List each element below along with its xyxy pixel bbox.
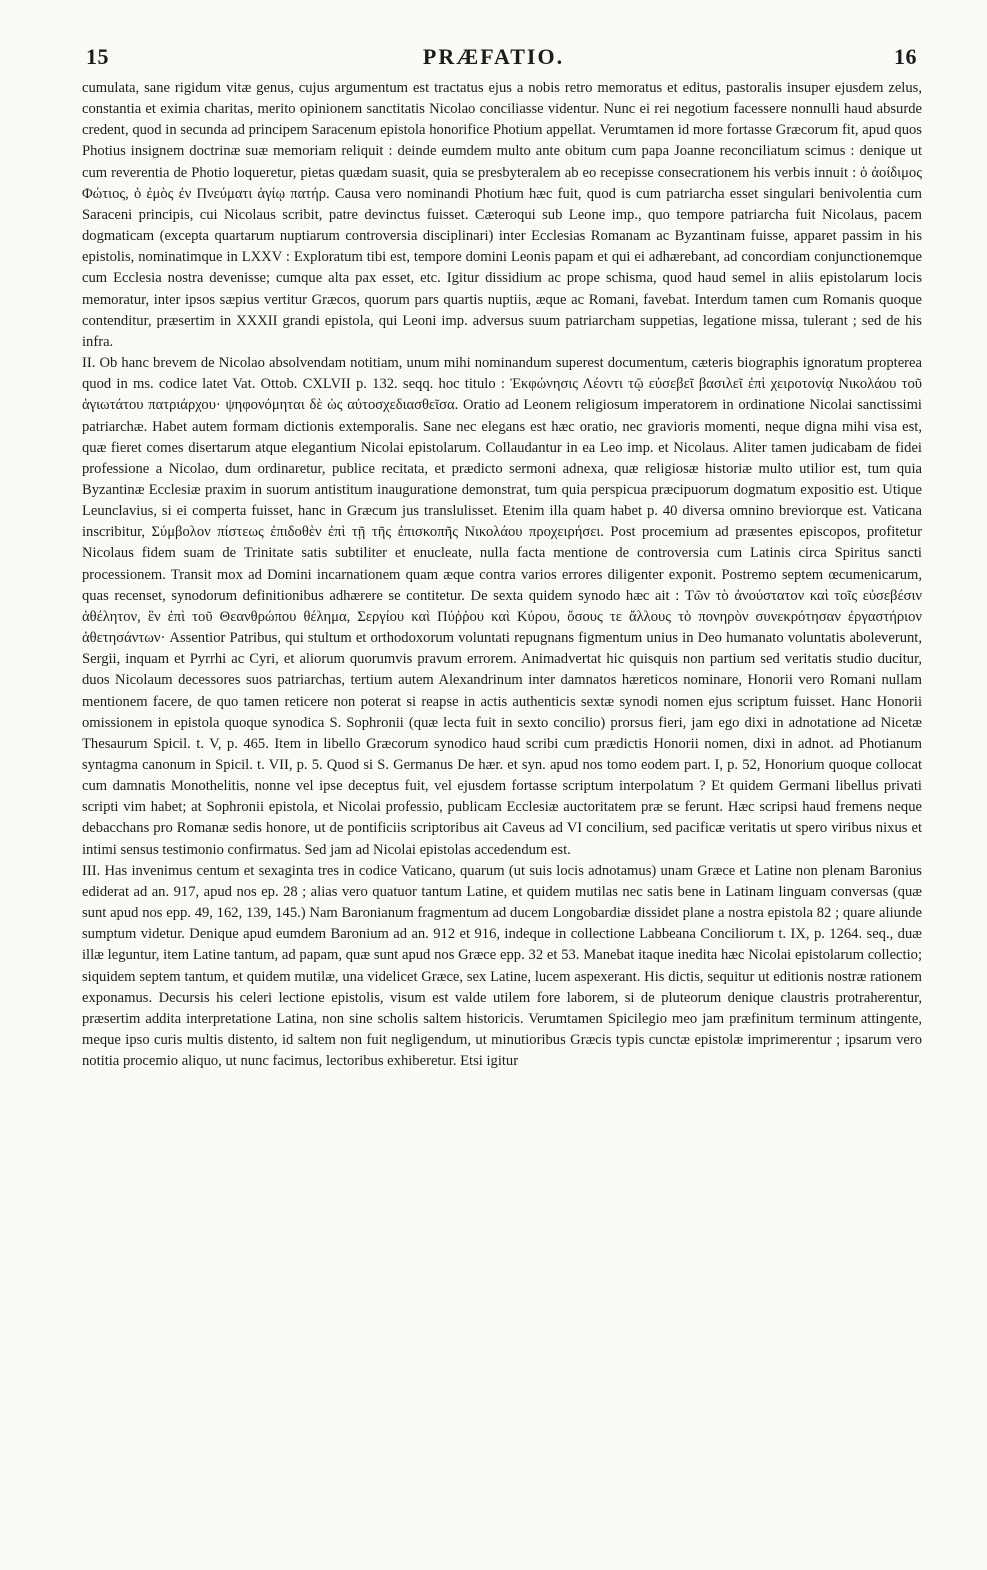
paragraph-continuation: cumulata, sane rigidum vitæ genus, cujus argumentum est tractatus ejus a nobis retro memoratus et editus, pastoralis insuper ejusdem zelus, constantia et eximia charitas, merito opinionem sanctitatis Nicolao conciliasse videntur. Nunc ei rei negotium facessere nonnulli haud absurde credent, quod in secunda ad principem Saracenum epistola honorifice Photium appellat. Verumtamen id more fortasse Græcorum fit, apud quos Photius insignem doctrinæ suæ memoriam reliquit : deinde eumdem multo ante obitum cum papa Joanne reconciliatum scimus : denique ut cum reverentia de Photio loqueretur, pietas quædam suasit, quia se presbyteralem ab eo recepisse consecrationem his verbis innuit : ὁ ἀοίδιμος Φώτιος, ὁ ἐμὸς ἐν Πνεύματι ἁγίῳ πατήρ. Causa vero nominandi Photium hæc fuit, quod is cum patriarcha esset singulari benivolentia cum Saraceni principis, cui Nicolaus scribit, patre devinctus fuisset. Cæteroqui sub Leone imp., quo tempore patriarcha fuit Nicolaus, pacem dogmaticam (excepta quartarum nuptiarum controversia disciplinari) inter Ecclesias Romanam ac Byzantinam fuisse, apparet passim in his epistolis, nominatimque in LXXV : Exploratum tibi est, tempore domini Leonis papam et qui ei adhærebant, ad concordiam conjunctionemque cum Ecclesia nostra devenisse; cumque alta pax esset, etc. Igitur dissidium ac prope schisma, quod haud semel in aliis epistolarum locis memoratur, inter ipsos sæpius vertitur Græcos, quorum pars quartis nuptiis, æque ac Romani, favebat. Interdum tamen cum Romanis quoque contenditur, præsertim in XXXII grandi epistola, qui Leoni imp. adversus suum patriarcham suppetias, legatione missa, tulerant ; sed de his infra.	[82, 80, 922, 350]
paragraph-section-3: III. Has invenimus centum et sexaginta tres in codice Vaticano, quarum (ut suis locis adnotamus) unam Græce et Latine non plenam Baronius ediderat ad an. 917, apud nos ep. 28 ; alias vero quatuor tantum Latine, et quidem mutilas nec satis bene in Latinam linguam conversas (quæ sunt apud nos epp. 49, 162, 139, 145.) Nam Baronianum fragmentum ad ducem Longobardiæ dissidet plane a nostra epistola 82 ; quare aliunde sumptum videtur. Denique apud eumdem Baronium ad an. 912 et 916, indeque in collectione Labbeana Conciliorum t. IX, p. 1264. seq., duæ illæ leguntur, item Latine tantum, ad papam, quæ sunt apud nos Græce epp. 32 et 53. Manebat itaque inedita hæc Nicolai epistolarum collectio; siquidem septem tantum, et quidem mutilæ, una videlicet Græce, sex Latine, lucem aspexerant. His dictis, sequitur ut editionis nostræ rationem exponamus. Decursis his celeri lectione epistolis, visum est valde utilem fore laborem, si de pluteorum denique claustris protraherentur, præsertim addita interpretatione Latina, non sine scholis saltem historicis. Verumtamen Spicilegio meo jam præfinitum terminum attingente, meque ipso curis multis distento, id saltem non fuit negligendum, ut minutioribus Græcis typis cunctæ epistolæ imprimerentur ; ipsarum vero notitia procemio aliquo, ut nunc facimus, lectoribus exhiberetur. Etsi igitur	[82, 862, 922, 1070]
page-number-left: 15	[86, 44, 109, 69]
paragraph-section-2: II. Ob hanc brevem de Nicolao absolvendam notitiam, unum mihi nominandum superest documentum, cæteris biographis ignoratum propterea quod in ms. codice latet Vat. Ottob. CXLVII p. 132. seqq. hoc titulo : Ἐκφώνησις Λέοντι τῷ εὐσεβεῖ βασιλεῖ ἐπὶ χειροτονίᾳ Νικολάου τοῦ ἁγιωτάτου πατριάρχου· ψηφονόμηται δὲ ὡς αὐτοσχεδιασθεῖσα. Oratio ad Leonem religiosum imperatorem in ordinatione Nicolai sanctissimi patriarchæ. Habet autem formam dictionis extemporalis. Sane nec elegans est hæc oratio, nec gravioris momenti, neque digna mihi visa est, quæ fieret comes disertarum atque elegantium Nicolai epistolarum. Collaudantur in ea Leo imp. et Nicolaus. Aliter tamen judicabam de fidei professione a Nicolao, dum ordinaretur, publice recitata, et prædicto sermoni adnexa, quæ religiosæ historiæ multo utilior est, tum quia Byzantinæ Ecclesiæ praxim in suorum antistitum inauguratione demonstrat, tum quia perspicua præcipuorum dogmatum expositio est. Utique Leunclavius, si ei comperta fuisset, hanc in Græcum jus translulisset. Etenim illa quam habet p. 40 diversa omnino breviorque est. Vaticana inscribitur, Σύμβολον πίστεως ἐπιδοθὲν ἐπὶ τῇ τῆς ἐπισκοπῆς Νικολάου προχειρήσει. Post procemium ad præsentes episcopos, profitetur Nicolaus fidem suam de Trinitate satis subtiliter et enucleate, nulla facta mentione de controversia cum Latinis circa Spiritus sancti processionem. Transit mox ad Domini incarnationem quam æque contra varios errores diligenter exponit. Postremo septem œcumenicarum, quas recenset, synodorum definitionibus adhærere se contitetur. De sexta quidem synodo hæc ait : Τῶν τὸ ἀνούστατον καὶ τοῖς εὐσεβέσιν ἀθέλητον, ἓν ἐπὶ τοῦ Θεανθρώπου θέλημα, Σεργίου καὶ Πύῤῥου καὶ Κύρου, ὅσους τε ἄλλους τὸ πονηρὸν συνεκρότησαν ἐργαστήριον ἀθετησάντων· Assentior Patribus, qui stultum et orthodoxorum voluntati repugnans figmentum unius in Deo humanato voluntatis aboleverunt, Sergii, inquam et Pyrrhi ac Cyri, et aliorum quorumvis pravum errorem. Animadvertat hic quisquis non partium sed veritatis studio ducitur, duos Nicolaum decessores suos patriarchas, tertium autem Alexandrinum inter damnatos hæreticos nominare, Honorii vero Romani nullam mentionem facere, de quo tamen reticere non poterat si reapse in actis authenticis sextæ synodi nomen ejus scriptum fuisset. Hanc Honorii omissionem in epistola quoque synodica S. Sophronii (quæ lecta fuit in sexto concilio) prorsus fieri, jam ego dixi in adnotatione ad Nicetæ Thesaurum Spicil. t. V, p. 465. Item in libello Græcorum synodico haud scribi cum prædictis Honorii nomen, dixi in adnot. ad Photianum syntagma canonum in Spicil. t. VII, p. 5. Quod si S. Germanus De hær. et syn. apud nos tomo eodem part. I, p. 52, Honorium quoque collocat cum damnatis Monothelitis, nonne vel ipse deceptus fuit, vel ejusdem fortasse scriptum interpolatum ? Et quidem Germani libellus privati scripti vim habet; at Sophronii epistola, et Nicolai professio, publicam Ecclesiæ auctoritatem præ se ferunt. Hæc scripsi haud fremens neque debacchans pro Romanæ sedis honore, ut de pontificiis scriptoribus ait Caveus ad VI concilium, sed pacificæ veritatis ut spero viribus nixus et intimi sensus testimonio confirmatus. Sed jam ad Nicolai epistolas accedendum est.	[82, 355, 922, 858]
body-text	[82, 78, 922, 1072]
page-number-right: 16	[894, 44, 917, 69]
page-header	[0, 44, 987, 74]
running-title: PRÆFATIO.	[422, 44, 565, 69]
